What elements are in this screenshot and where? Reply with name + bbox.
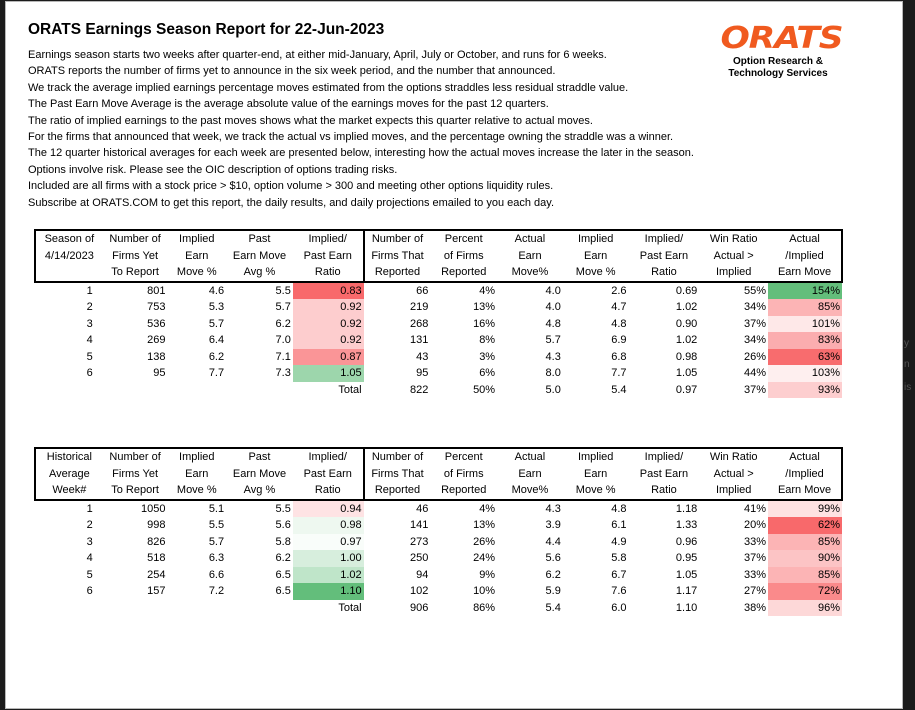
header-cell-implied-move-reported: Move % [563,482,629,500]
intro-line: The Past Earn Move Average is the average absolute value of the earnings moves for the past 12 quarters. [28,98,549,111]
header-cell-implied-past-ratio-reported: Past Earn [639,249,689,262]
header-cell-implied-move-reported: Implied [563,448,629,466]
cell-implied-move: 7.2 [208,585,225,597]
header-cell-implied-move: Implied [167,448,226,466]
header-cell-implied-move-reported: Implied [563,230,629,248]
header-cell-week: 4/14/2023 [35,248,103,265]
cell-implied-past-ratio-reported: 1.33 [675,519,698,531]
cell-actual-implied-move: 62% [768,517,842,534]
cell-implied-move: 5.1 [208,502,225,515]
cell-win-ratio: 34% [744,334,767,346]
cell-implied-move: 6.3 [208,552,225,564]
cell-actual-implied-move: 63% [768,349,842,366]
cell-pct-reported: 8% [479,334,496,346]
header-cell-implied-past-ratio: Ratio [293,264,364,282]
cell-firms-reported: 141 [410,519,429,531]
header-cell-week: Average [35,466,103,483]
cell-implied-past-ratio-reported: 1.02 [675,301,698,313]
cell-actual-move: 5.7 [545,334,561,346]
cell-implied-past-ratio-reported: 1.02 [675,334,698,346]
cell-firms-yet: 1050 [140,502,166,515]
cell-win-ratio: 27% [744,585,767,597]
total-cell-past-move [226,382,293,399]
header-row [35,448,842,466]
cell-implied-move-reported: 6.1 [611,519,627,531]
cell-firms-yet: 254 [147,568,166,581]
cell-implied-past-ratio-reported: 0.90 [675,317,698,330]
cell-pct-reported: 4% [479,284,496,297]
header-cell-pct-reported: Reported [430,482,497,500]
cell-pct-reported: 16% [473,317,496,330]
cell-implied-move-reported: 4.8 [611,502,627,515]
cell-firms-reported: 219 [410,301,429,313]
total-cell-past-move [226,600,293,617]
cell-week: 5 [86,568,93,581]
side-glyph: y [904,338,909,349]
cell-actual-implied-move: 85% [768,299,842,316]
cell-firms-reported: 131 [410,334,429,346]
header-cell-win-ratio: Implied [699,482,768,500]
cell-win-ratio: 37% [744,552,767,564]
header-cell-actual-implied-move: Actual [768,448,842,466]
cell-implied-past-ratio: 1.05 [293,365,364,382]
cell-actual-move: 4.8 [545,317,561,330]
total-cell-firms-yet [103,382,168,399]
cell-win-ratio: 41% [744,502,767,515]
header-cell-win-ratio: Win Ratio [699,230,768,248]
header-cell-implied-past-ratio: Implied/ [293,230,364,248]
header-cell-firms-yet: Number of [103,230,168,248]
cell-actual-implied-move: 72% [768,583,842,600]
header-cell-firms-reported: Number of [364,448,431,466]
total-cell-week [35,382,103,399]
header-cell-implied-move: Earn [185,249,209,262]
intro-line: Included are all firms with a stock price > $10, option volume > 300 and meeting other options liquidity rules. [28,180,554,193]
header-cell-past-move: Earn Move [232,249,287,262]
intro-line: The ratio of implied earnings to the past moves shows what the market expects this quarter relative to actual moves. [28,114,593,127]
header-cell-win-ratio: Actual > [713,467,754,480]
side-glyph: is [904,382,912,393]
total-cell-actual-move: 5.4 [545,601,561,614]
total-cell-actual-implied-move: 93% [768,382,842,399]
cell-implied-move: 5.7 [208,317,225,330]
cell-actual-implied-move: 103% [768,365,842,382]
header-cell-pct-reported: of Firms [443,249,484,262]
header-cell-week: Season of [35,230,103,248]
cell-past-move: 5.5 [275,284,291,297]
cell-firms-reported: 273 [410,535,429,548]
cell-implied-move-reported: 4.7 [611,301,627,313]
cell-implied-move-reported: 6.8 [611,350,627,363]
header-cell-implied-move: Earn [185,467,209,480]
cell-firms-yet: 269 [147,334,166,346]
cell-implied-move: 7.7 [208,367,225,379]
cell-firms-yet: 518 [147,552,166,564]
cell-firms-yet: 536 [147,317,166,330]
cell-actual-implied-move: 90% [768,550,842,567]
cell-actual-implied-move: 101% [768,316,842,333]
total-cell-implied-move-reported: 5.4 [611,383,627,396]
total-cell-implied-move [167,382,226,399]
header-cell-actual-implied-move: Earn Move [768,482,842,500]
cell-implied-past-ratio-reported: 1.17 [675,585,698,597]
cell-past-move: 5.7 [275,301,291,313]
header-cell-implied-past-ratio-reported: Ratio [629,482,700,500]
cell-pct-reported: 4% [479,502,496,515]
cell-past-move: 7.0 [275,334,291,346]
header-row [35,248,842,265]
cell-implied-move: 6.2 [208,350,225,363]
intro-line: ORATS reports the number of firms yet to announce in the six week period, and the number that announced. [28,65,556,78]
cell-implied-move: 5.7 [208,535,225,548]
header-cell-implied-past-ratio-reported: Ratio [629,264,700,282]
cell-firms-reported: 102 [410,585,429,597]
header-cell-actual-implied-move: /Implied [768,248,842,265]
cell-pct-reported: 13% [473,519,496,531]
cell-implied-past-ratio: 1.00 [293,550,364,567]
cell-actual-implied-move: 83% [768,332,842,349]
total-cell-firms-reported: 822 [410,383,429,396]
cell-firms-yet: 138 [147,350,166,363]
cell-implied-past-ratio: 0.94 [293,500,364,518]
cell-implied-move: 5.3 [208,301,225,313]
report-title: ORATS Earnings Season Report for 22-Jun-2023 [28,21,385,38]
total-row [35,600,842,617]
intro-line: Options involve risk. Please see the OIC description of options trading risks. [28,163,398,176]
cell-actual-implied-move: 85% [768,534,842,551]
cell-firms-yet: 801 [147,284,166,297]
header-cell-actual-implied-move: Earn Move [768,264,842,282]
cell-actual-move: 8.0 [545,367,561,379]
cell-actual-implied-move: 154% [768,282,842,300]
cell-pct-reported: 9% [479,568,496,581]
intro-line: For the firms that announced that week, we track the actual vs implied moves, and the percentage owning the straddle was a winner. [28,131,674,144]
cell-week: 4 [86,552,93,564]
cell-firms-reported: 94 [416,568,429,581]
total-cell-win-ratio: 37% [744,383,767,396]
header-row [35,230,842,248]
cell-past-move: 5.8 [275,535,291,548]
header-cell-implied-past-ratio: Ratio [293,482,364,500]
cell-actual-move: 4.4 [545,535,561,548]
header-cell-firms-yet: Firms Yet [112,467,159,480]
table-row [35,349,842,366]
cell-implied-past-ratio-reported: 1.18 [675,502,698,515]
cell-implied-past-ratio: 0.87 [293,349,364,366]
cell-past-move: 5.6 [275,519,291,531]
cell-firms-yet: 157 [147,585,166,597]
header-cell-firms-reported: Reported [364,264,431,282]
header-cell-implied-past-ratio: Past Earn [303,249,352,262]
cell-actual-move: 5.6 [545,552,561,564]
cell-week: 1 [86,502,93,515]
header-cell-implied-past-ratio: Implied/ [293,448,364,466]
cell-win-ratio: 33% [744,535,767,548]
header-cell-implied-move: Move % [167,482,226,500]
cell-win-ratio: 55% [744,284,767,297]
cell-firms-reported: 268 [410,317,429,330]
header-cell-pct-reported: of Firms [443,467,484,480]
total-cell-win-ratio: 38% [744,601,767,614]
cell-past-move: 7.3 [275,367,291,379]
cell-pct-reported: 24% [473,552,496,564]
header-cell-implied-move-reported: Move % [563,264,629,282]
logo-subtitle-line-1: Option Research & [732,56,824,67]
cell-implied-move: 6.4 [208,334,225,346]
header-row [35,264,842,282]
header-cell-actual-implied-move: /Implied [768,466,842,483]
cell-win-ratio: 34% [744,301,767,313]
header-cell-past-move: Avg % [226,264,293,282]
cell-actual-move: 6.2 [545,568,561,581]
cell-week: 5 [86,350,93,363]
header-cell-actual-move: Move% [497,264,563,282]
cell-firms-reported: 250 [410,552,429,564]
cell-implied-move: 5.5 [208,519,225,531]
header-cell-firms-reported: Firms That [364,466,431,483]
cell-actual-implied-move: 85% [768,567,842,584]
total-cell-firms-reported: 906 [410,601,429,614]
header-cell-implied-past-ratio: Past Earn [303,467,352,480]
cell-win-ratio: 20% [744,519,767,531]
table-row [35,316,842,333]
total-label: Total [338,601,362,614]
table-row [35,332,842,349]
cell-week: 4 [86,334,93,346]
header-cell-win-ratio: Implied [699,264,768,282]
cell-implied-move: 4.6 [208,284,225,297]
header-cell-win-ratio: Win Ratio [699,448,768,466]
table-row [35,534,842,551]
table-row [35,299,842,316]
cell-implied-past-ratio-reported: 1.05 [675,568,698,581]
header-cell-win-ratio: Actual > [713,249,754,262]
cell-implied-move-reported: 5.8 [611,552,627,564]
total-cell-pct-reported: 86% [473,601,496,614]
cell-past-move: 5.5 [275,502,291,515]
cell-implied-move-reported: 4.9 [611,535,627,548]
cell-implied-move-reported: 7.6 [611,585,627,597]
header-cell-past-move: Past [226,448,293,466]
total-cell-pct-reported: 50% [473,383,496,396]
table-row [35,583,842,600]
cell-week: 6 [86,367,93,379]
total-cell-implied-past-ratio-reported: 1.10 [675,601,698,614]
cell-firms-reported: 43 [416,350,429,363]
cell-implied-move-reported: 4.8 [611,317,627,330]
header-cell-implied-past-ratio-reported: Past Earn [639,467,689,480]
header-cell-actual-move: Actual [497,448,563,466]
side-glyph: n [904,359,910,370]
header-cell-implied-move: Move % [167,264,226,282]
intro-text [28,47,694,211]
cell-pct-reported: 26% [473,535,496,548]
cell-pct-reported: 10% [473,585,496,597]
cell-actual-move: 4.3 [545,350,561,363]
total-cell-actual-move: 5.0 [545,383,561,396]
cell-win-ratio: 37% [744,317,767,330]
cell-implied-past-ratio-reported: 0.95 [675,552,698,564]
table-row [35,550,842,567]
cell-week: 2 [86,519,93,531]
cell-implied-move-reported: 7.7 [611,367,627,379]
cell-win-ratio: 33% [744,568,767,581]
header-cell-actual-move: Actual [497,230,563,248]
total-label: Total [338,383,362,396]
header-cell-implied-move: Implied [167,230,226,248]
cell-actual-implied-move: 99% [768,500,842,518]
cell-firms-yet: 95 [153,367,166,379]
cell-implied-move: 6.6 [208,568,225,581]
cell-firms-reported: 66 [416,284,429,297]
cell-past-move: 6.5 [275,585,291,597]
header-cell-actual-implied-move: Actual [768,230,842,248]
logo-wordmark: ORATS [720,21,843,56]
header-cell-week [35,264,103,282]
cell-firms-yet: 826 [147,535,166,548]
current-season-table [34,229,843,398]
cell-firms-reported: 95 [416,367,429,379]
cell-actual-move: 4.3 [545,502,561,515]
cell-past-move: 7.1 [275,350,291,363]
header-cell-actual-move: Earn [518,249,542,262]
header-cell-firms-yet: To Report [103,482,168,500]
cell-implied-past-ratio: 0.92 [293,316,364,333]
header-cell-past-move: Past [226,230,293,248]
cell-firms-yet: 998 [147,519,166,531]
header-cell-implied-past-ratio-reported: Implied/ [629,448,700,466]
cell-implied-past-ratio: 0.92 [293,299,364,316]
table-row [35,500,842,518]
logo-subtitle-line-2: Technology Services [728,68,828,79]
header-cell-implied-move-reported: Earn [584,249,608,262]
historical-average-table [34,447,843,616]
cell-implied-move-reported: 2.6 [611,284,627,297]
cell-implied-past-ratio: 0.97 [293,534,364,551]
orats-logo [720,21,843,80]
cell-actual-move: 4.0 [545,284,561,297]
total-row [35,382,842,399]
intro-line: The 12 quarter historical averages for each week are presented below, interesting how the actual moves increase the later in the season. [28,147,694,160]
header-cell-firms-yet: Number of [103,448,168,466]
cell-implied-move-reported: 6.7 [611,568,627,581]
cell-implied-past-ratio-reported: 0.96 [675,535,698,548]
cell-week: 3 [86,535,93,548]
cell-implied-past-ratio: 0.98 [293,517,364,534]
header-cell-actual-move: Earn [518,467,542,480]
cell-implied-past-ratio: 0.92 [293,332,364,349]
header-cell-firms-yet: Firms Yet [112,249,159,262]
cell-past-move: 6.2 [275,552,291,564]
cell-implied-past-ratio-reported: 0.69 [675,284,698,297]
report-page [5,1,903,709]
header-cell-week: Week# [35,482,103,500]
cell-past-move: 6.5 [275,568,291,581]
cell-pct-reported: 3% [479,350,496,363]
cell-pct-reported: 6% [479,367,496,379]
header-row [35,466,842,483]
cell-win-ratio: 44% [744,367,767,379]
cell-implied-past-ratio: 0.83 [293,282,364,300]
cell-pct-reported: 13% [473,301,496,313]
cell-implied-past-ratio-reported: 0.98 [675,350,698,363]
cell-week: 3 [86,317,93,330]
header-cell-firms-yet: To Report [103,264,168,282]
cell-past-move: 6.2 [275,317,291,330]
total-cell-implied-move [167,600,226,617]
header-cell-past-move: Earn Move [232,467,287,480]
cell-implied-past-ratio: 1.02 [293,567,364,584]
total-cell-week [35,600,103,617]
header-cell-firms-reported: Firms That [364,248,431,265]
header-cell-pct-reported: Reported [430,264,497,282]
cell-implied-past-ratio-reported: 1.05 [675,367,698,379]
header-cell-actual-move: Move% [497,482,563,500]
table-row [35,567,842,584]
intro-line: Earnings season starts two weeks after quarter-end, at either mid-January, April, July or October, and runs for 6 weeks. [28,49,607,61]
header-cell-past-move: Avg % [226,482,293,500]
total-cell-implied-past-ratio-reported: 0.97 [675,383,698,396]
intro-line: We track the average implied earnings percentage moves estimated from the options straddles less residual straddle value. [28,81,629,94]
cell-implied-move-reported: 6.9 [611,334,627,346]
intro-line: Subscribe at ORATS.COM to get this report, the daily results, and daily projections emailed to you each day. [28,196,555,209]
cell-win-ratio: 26% [744,350,767,363]
table-row [35,365,842,382]
table-row [35,282,842,300]
header-cell-week: Historical [35,448,103,466]
total-cell-implied-move-reported: 6.0 [611,601,627,614]
header-cell-implied-move-reported: Earn [584,467,608,480]
cell-week: 6 [86,585,93,597]
cell-actual-move: 5.9 [545,585,561,597]
cell-week: 2 [86,301,93,313]
header-cell-firms-reported: Number of [364,230,431,248]
total-cell-actual-implied-move: 96% [768,600,842,617]
cell-actual-move: 3.9 [545,519,561,531]
cell-implied-past-ratio: 1.10 [293,583,364,600]
cell-week: 1 [86,284,93,297]
cell-firms-yet: 753 [147,301,166,313]
table-row [35,517,842,534]
cell-actual-move: 4.0 [545,301,561,313]
header-cell-implied-past-ratio-reported: Implied/ [629,230,700,248]
header-cell-pct-reported: Percent [430,230,497,248]
header-cell-firms-reported: Reported [364,482,431,500]
header-row [35,482,842,500]
header-cell-pct-reported: Percent [430,448,497,466]
total-cell-firms-yet [103,600,168,617]
cell-firms-reported: 46 [416,502,429,515]
